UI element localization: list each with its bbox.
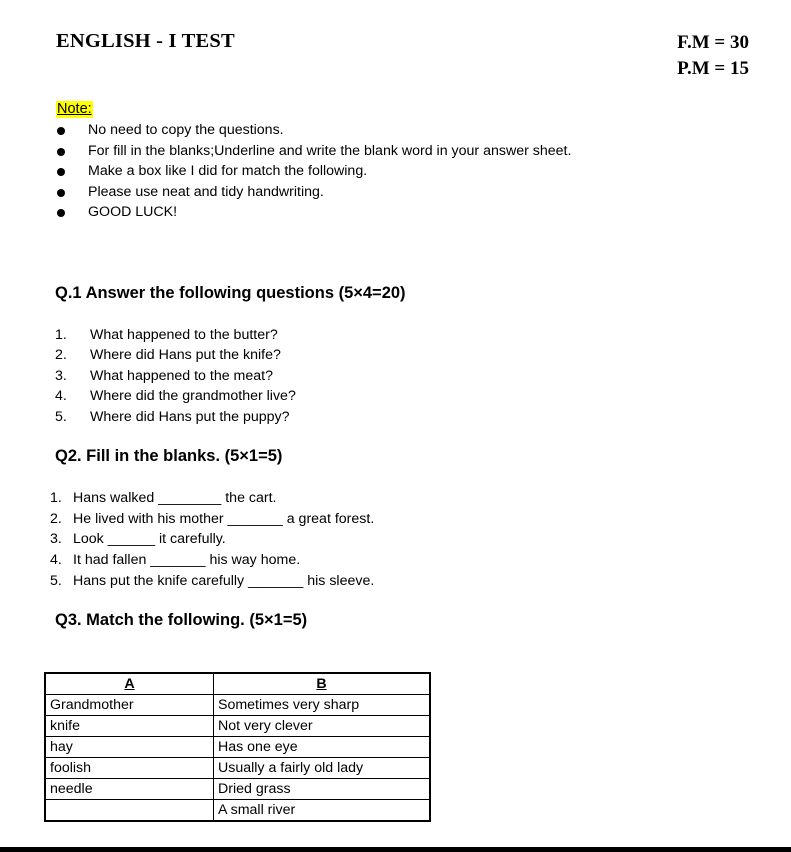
cell-b: Usually a fairly old lady (214, 758, 431, 779)
note-item-label: No need to copy the questions. (88, 122, 284, 138)
cell-b: Dried grass (214, 779, 431, 800)
cell-a: needle (45, 779, 214, 800)
pass-marks: P.M = 15 (677, 58, 749, 79)
cell-a: knife (45, 716, 214, 737)
list-item (56, 120, 716, 141)
item-number: 4. (55, 388, 67, 405)
item-number: 5. (55, 408, 67, 425)
list-item (56, 182, 716, 203)
cell-a: foolish (45, 758, 214, 779)
note-item-label: GOOD LUCK! (88, 204, 178, 221)
item-number: 5. (50, 572, 62, 589)
marks-block (677, 30, 749, 82)
column-header-b (214, 673, 431, 695)
item-number: 4. (50, 552, 62, 569)
item-label: It had fallen _______ his way home. (73, 552, 301, 569)
cell-a: Grandmother (45, 695, 214, 716)
column-header-a (45, 673, 214, 695)
note-item-label: Please use neat and tidy handwriting. (88, 183, 324, 200)
item-label: Where did Hans put the knife? (90, 347, 281, 364)
q2-heading: Q2. Fill in the blanks. (5×1=5) (55, 447, 283, 465)
item-label: He lived with his mother _______ a great forest. (73, 510, 375, 527)
table-row (45, 800, 430, 822)
item-label: What happened to the meat? (90, 367, 273, 384)
table-row (45, 758, 430, 779)
bullet-icon (57, 209, 65, 217)
full-marks: F.M = 30 (677, 32, 749, 53)
bullet-icon (57, 189, 65, 197)
note-item-label: Make a box like I did for match the following. (88, 163, 368, 180)
table-header-row (45, 673, 430, 695)
note-label: Note: (57, 101, 92, 117)
bottom-edge-bar (0, 847, 791, 852)
bullet-icon (57, 148, 65, 156)
item-label: Hans walked ________ the cart. (73, 490, 277, 506)
column-header-b-label: B (316, 676, 327, 692)
cell-b: A small river (214, 800, 431, 822)
item-label: What happened to the butter? (90, 327, 278, 343)
cell-b: Has one eye (214, 737, 431, 758)
cell-b: Not very clever (214, 716, 431, 737)
item-number: 1. (50, 490, 62, 506)
match-the-following-table (44, 672, 431, 822)
bullet-icon (57, 168, 65, 176)
column-header-a-label: A (124, 676, 135, 692)
item-label: Where did the grandmother live? (90, 388, 296, 405)
table-row (45, 779, 430, 800)
note-list (56, 120, 716, 223)
item-label: Hans put the knife carefully _______ his sleeve. (73, 572, 375, 589)
table-row (45, 716, 430, 737)
item-number: 1. (55, 327, 67, 343)
item-label: Where did Hans put the puppy? (90, 408, 290, 425)
q1-heading: Q.1 Answer the following questions (5×4=20) (55, 284, 406, 302)
page-title: ENGLISH - I TEST (56, 30, 235, 52)
cell-a: hay (45, 737, 214, 758)
item-number: 2. (55, 347, 67, 364)
list-item (56, 161, 716, 182)
note-item-label: For fill in the blanks;Underline and write the blank word in your answer sheet. (88, 142, 572, 159)
item-number: 3. (55, 367, 67, 384)
table-row (45, 695, 430, 716)
list-item (56, 202, 716, 223)
cell-a (45, 800, 214, 822)
item-number: 2. (50, 510, 62, 527)
table-row (45, 737, 430, 758)
item-label: Look ______ it carefully. (73, 531, 226, 548)
item-number: 3. (50, 531, 62, 548)
list-item (56, 141, 716, 162)
cell-b: Sometimes very sharp (214, 695, 431, 716)
bullet-icon (57, 127, 65, 135)
q3-heading: Q3. Match the following. (5×1=5) (55, 611, 308, 629)
